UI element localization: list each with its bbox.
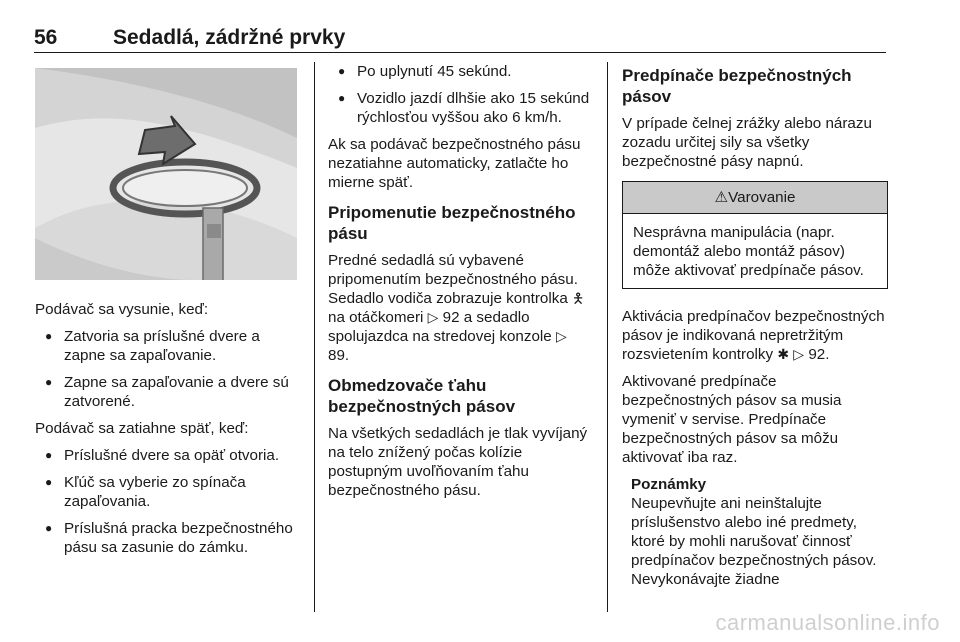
note-text: Neupevňujte ani neinštalujte príslušenstvo alebo iné predmety, ktoré by mohli narušovať činnosť predpínačov bezpečnostných pásov. Nevykonávajte žiadne bbox=[631, 495, 877, 588]
list-item: ● Zapne sa zapaľovanie a dvere sú zatvorené. bbox=[35, 373, 300, 411]
column-middle bbox=[328, 62, 592, 508]
warning-label: Varovanie bbox=[728, 189, 796, 206]
retract-list-cont bbox=[328, 62, 592, 127]
seatbelt-warning-icon: 🯅 bbox=[572, 290, 585, 306]
column-left bbox=[35, 62, 300, 565]
page-ref-triangle-icon: ▷ bbox=[793, 346, 805, 362]
activation-text: Aktivácia predpínačov bezpečnostných pásov je indikovaná nepretržitým rozsvietením kontrolky ✱ ▷ 92. bbox=[622, 308, 885, 363]
list-item: ● Po uplynutí 45 sekúnd. bbox=[328, 62, 592, 81]
warning-header bbox=[623, 182, 887, 214]
warning-text: Nesprávna manipulácia (napr. demontáž alebo montáž pásov) môže aktivovať predpínače pásov. bbox=[633, 224, 864, 279]
list-item: ● Zatvoria sa príslušné dvere a zapne sa zapaľovanie. bbox=[35, 327, 300, 365]
pretensioner-text: V prípade čelnej zrážky alebo nárazu zozadu určitej sily sa všetky bezpečnostné pásy napnú. bbox=[622, 115, 872, 170]
page-ref-triangle-icon: ▷ bbox=[427, 309, 439, 325]
page-title: Sedadlá, zádržné prvky bbox=[113, 26, 346, 49]
pretensioner-heading: Predpínače bezpečnostných pásov bbox=[622, 66, 852, 106]
list-item: ● Príslušná pracka bezpečnostného pásu sa zasunie do zámku. bbox=[35, 519, 300, 557]
column-divider bbox=[607, 62, 608, 612]
column-divider bbox=[314, 62, 315, 612]
replace-text: Aktivované predpínače bezpečnostných pásov sa musia vymeniť v servise. Predpínače bezpečnostných pásov sa môžu aktivovať iba raz. bbox=[622, 373, 842, 466]
retract-intro: Podávač sa zatiahne späť, keď: bbox=[35, 420, 249, 437]
reminder-text: Predné sedadlá sú vybavené pripomenutím bezpečnostného pásu. Sedadlo vodiča zobrazuje kontrolka 🯅 na otáčkomeri ▷ 92 a sedadlo spolujazdca na stredovej konzole ▷ 89. bbox=[328, 252, 585, 364]
note-block bbox=[622, 475, 888, 589]
retract-list bbox=[35, 446, 300, 557]
seatbelt-presenter-drawing bbox=[35, 68, 297, 280]
extend-intro: Podávač sa vysunie, keď: bbox=[35, 301, 209, 318]
page-number: 56 bbox=[34, 26, 58, 49]
extend-list bbox=[35, 327, 300, 411]
watermark: carmanualsonline.info bbox=[715, 610, 940, 635]
list-item: ● Vozidlo jazdí dlhšie ako 15 sekúnd rýchlosťou vyššou ako 6 km/h. bbox=[328, 89, 592, 127]
manual-retract-text: Ak sa podávač bezpečnostného pásu nezatiahne automaticky, zatlačte ho mierne späť. bbox=[328, 136, 581, 191]
page-ref-triangle-icon: ▷ bbox=[555, 328, 567, 344]
limiter-heading: Obmedzovače ťahu bezpečnostných pásov bbox=[328, 376, 516, 416]
warning-triangle-icon: ⚠ bbox=[714, 189, 729, 206]
airbag-icon: ✱ bbox=[777, 346, 790, 362]
list-item: ● Kľúč sa vyberie zo spínača zapaľovania. bbox=[35, 473, 300, 511]
column-right bbox=[622, 62, 888, 589]
warning-box bbox=[622, 181, 888, 289]
page-header bbox=[34, 22, 886, 53]
note-title: Poznámky bbox=[631, 476, 707, 493]
seatbelt-presenter-illustration bbox=[35, 68, 297, 280]
list-item: ● Príslušné dvere sa opäť otvoria. bbox=[35, 446, 300, 465]
limiter-text: Na všetkých sedadlách je tlak vyvíjaný na telo znížený počas kolízie postupným uvoľňovaním ťahu bezpečnostného pásu. bbox=[328, 425, 588, 499]
reminder-heading: Pripomenutie bezpečnostného pásu bbox=[328, 203, 576, 243]
